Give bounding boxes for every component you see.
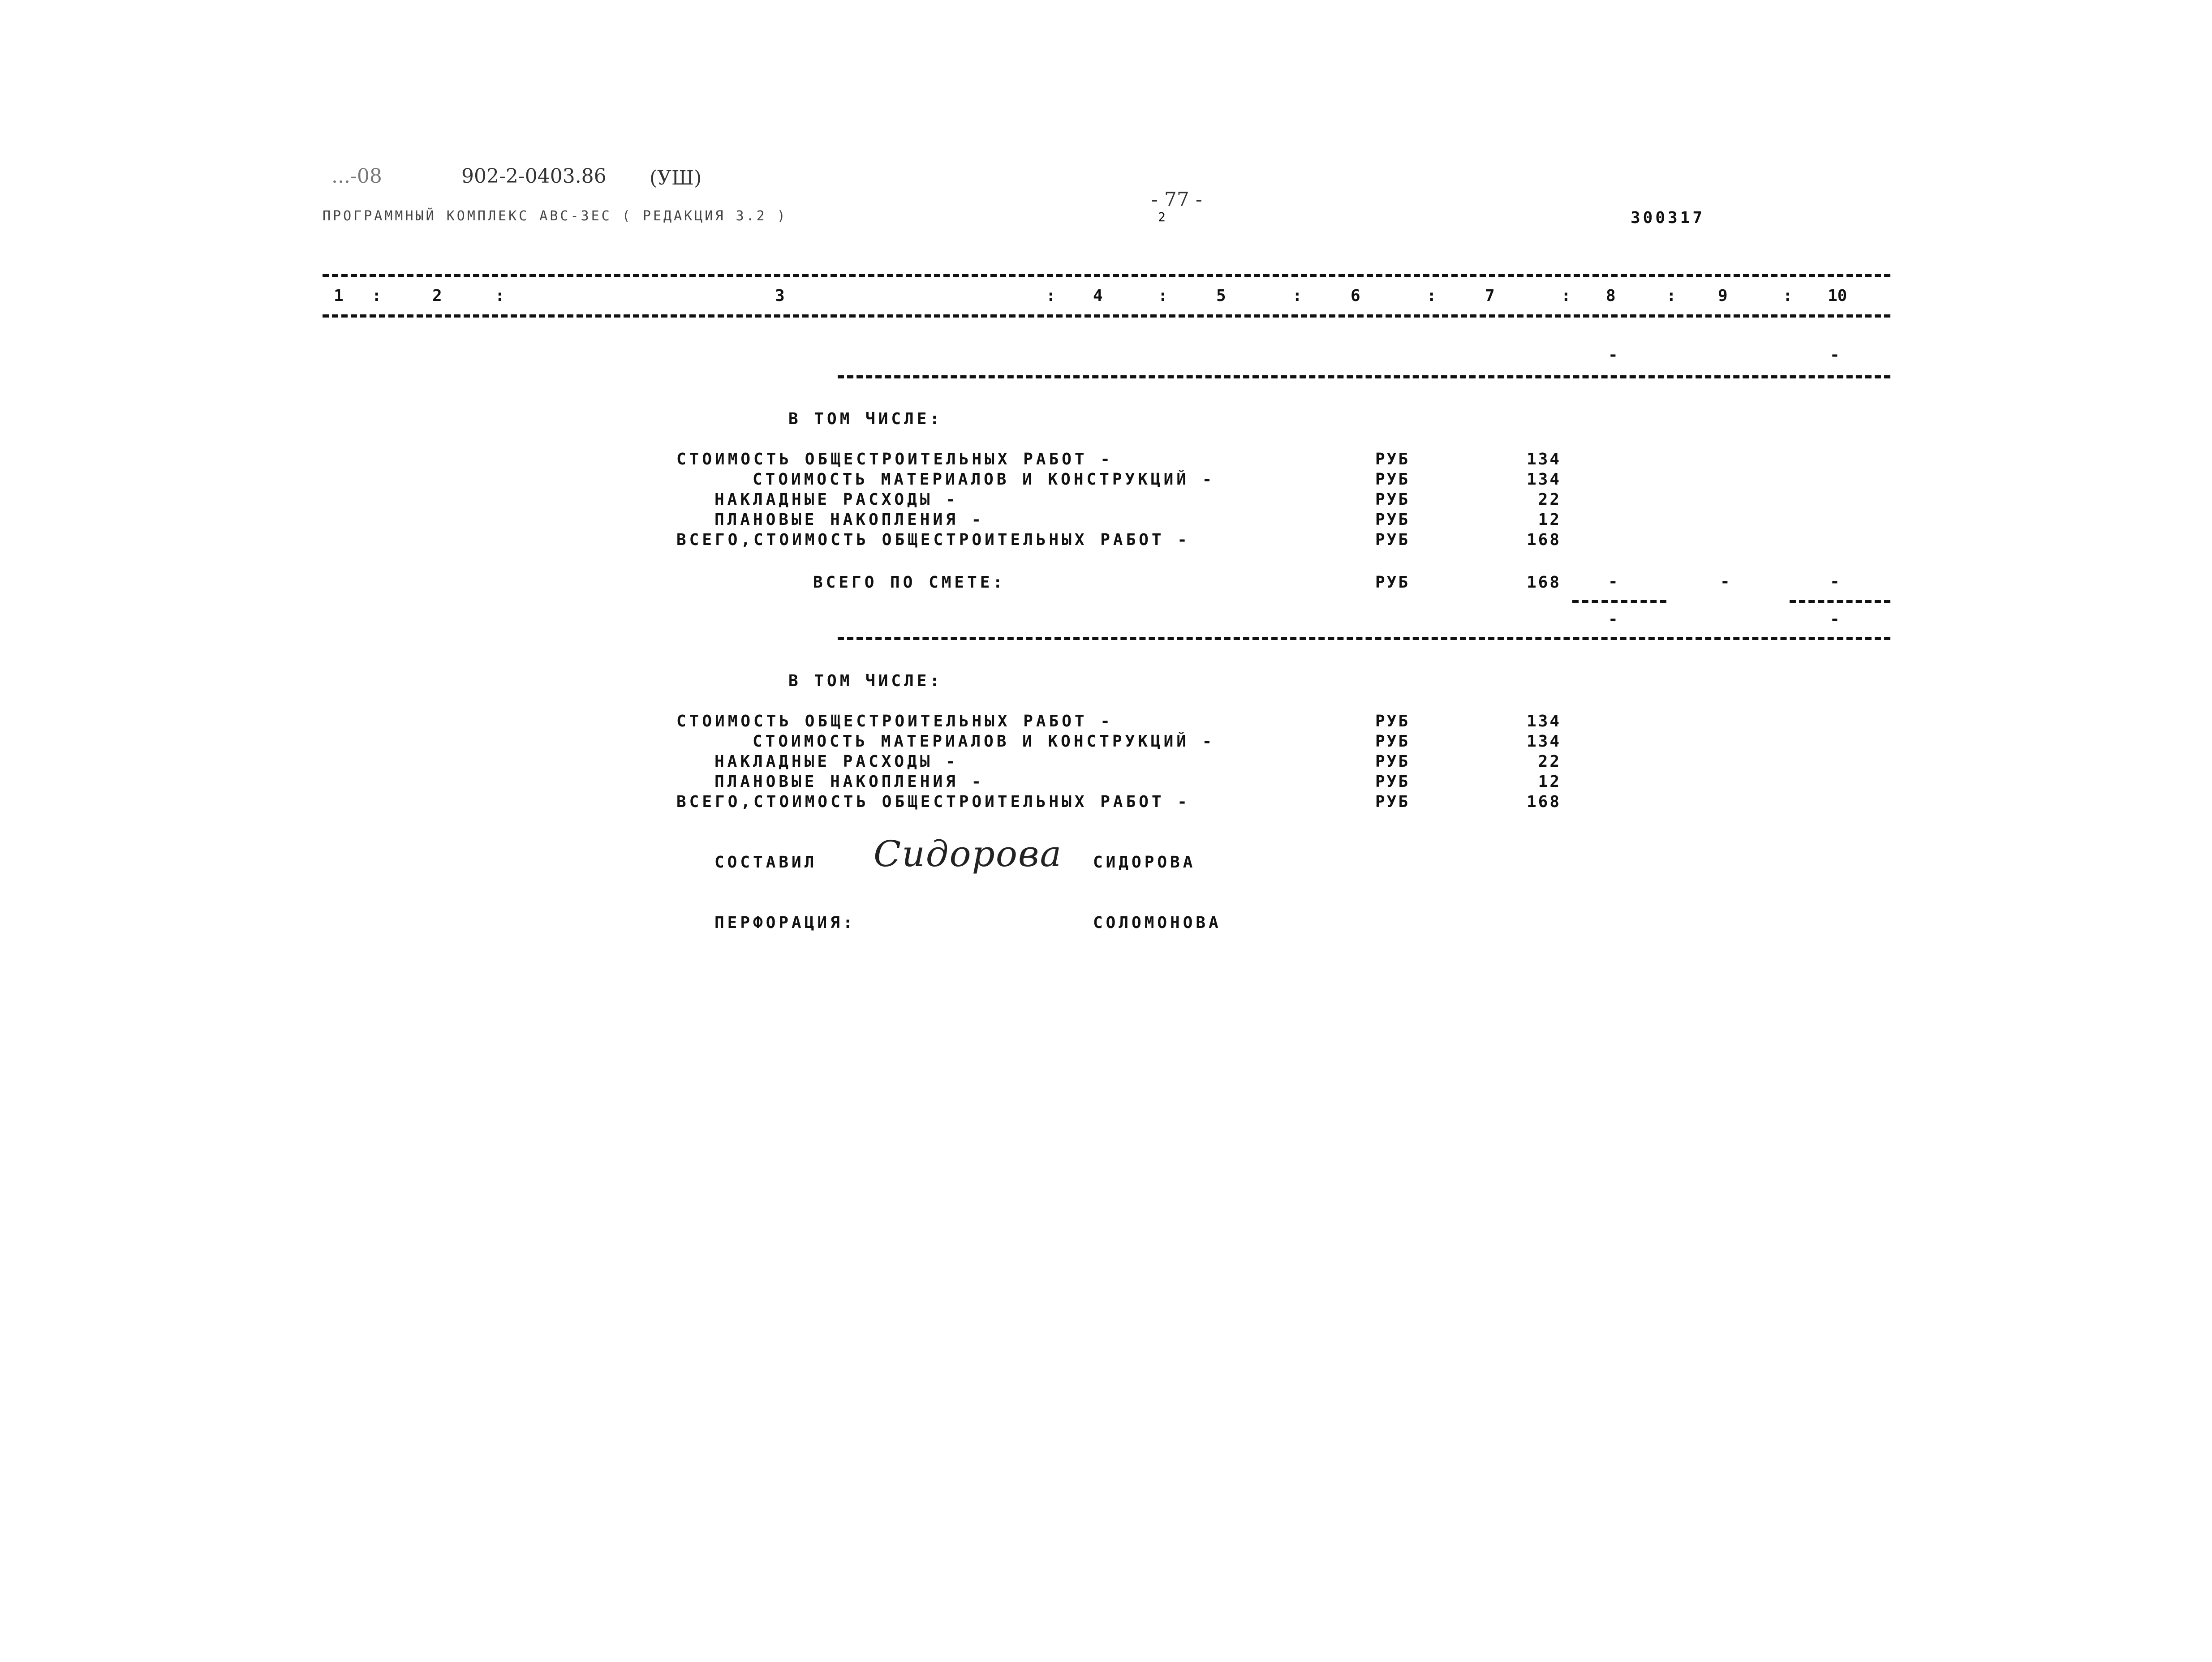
header-rule-top [323,274,1890,277]
col-4: 4 [1093,287,1103,305]
block2-row-value: 168 [1526,793,1561,811]
block2-row-value: 134 [1526,732,1561,751]
col-6: 6 [1351,287,1360,305]
doc-id: 300317 [1631,209,1705,227]
block1-row-label: НАКЛАДНЫЕ РАСХОДЫ - [714,490,959,509]
block2-row-value: 12 [1538,773,1561,791]
total-mark2-col8: - [1608,610,1618,628]
block1-row-unit: РУБ [1375,450,1410,468]
block2-row-unit: РУБ [1375,793,1410,811]
block1-row-label: ПЛАНОВЫЕ НАКОПЛЕНИЯ - [714,511,985,529]
block2-row-value: 22 [1538,752,1561,771]
perforation-label: ПЕРФОРАЦИЯ: [714,914,856,932]
col-sep: : [1046,287,1056,305]
block2-row-value: 134 [1526,712,1561,730]
mark-col8: - [1608,346,1618,364]
block1-rule [838,375,1890,378]
block2-row-unit: РУБ [1375,752,1410,771]
block1-row-value: 134 [1526,470,1561,489]
block1-row-label: ВСЕГО,СТОИМОСТЬ ОБЩЕСТРОИТЕЛЬНЫХ РАБОТ - [676,531,1190,549]
total-mark-col8: - [1608,572,1618,591]
block1-row-unit: РУБ [1375,490,1410,509]
block2-row-label: СТОИМОСТЬ МАТЕРИАЛОВ И КОНСТРУКЦИЙ - [753,732,1215,751]
block1-row-label: СТОИМОСТЬ ОБЩЕСТРОИТЕЛЬНЫХ РАБОТ - [676,450,1113,468]
total-unit: РУБ [1375,573,1410,592]
program-line: ПРОГРАММНЫЙ КОМПЛЕКС АВС-ЗЕС ( РЕДАКЦИЯ 3.2 ) [323,208,788,224]
block2-row-label: НАКЛАДНЫЕ РАСХОДЫ - [714,752,959,771]
block2-heading: В ТОМ ЧИСЛЕ: [788,672,943,690]
page-sub: 2 [1158,210,1166,224]
mark-col10: - [1830,346,1840,364]
total-value: 168 [1526,573,1561,592]
block1-row-unit: РУБ [1375,531,1410,549]
total-mark-col9: - [1720,572,1730,591]
block2-row-unit: РУБ [1375,712,1410,730]
total-subrule-col10 [1790,600,1890,603]
col-sep: : [1292,287,1302,305]
block1-row-value: 12 [1538,511,1561,529]
col-3: 3 [775,287,785,305]
block2-row-label: ВСЕГО,СТОИМОСТЬ ОБЩЕСТРОИТЕЛЬНЫХ РАБОТ - [676,793,1190,811]
col-sep: : [495,287,505,305]
col-7: 7 [1485,287,1495,305]
block2-row-label: СТОИМОСТЬ ОБЩЕСТРОИТЕЛЬНЫХ РАБОТ - [676,712,1113,730]
total-label: ВСЕГО ПО СМЕТЕ: [813,573,1006,592]
page-number: - 77 - [1151,188,1202,211]
block2-row-label: ПЛАНОВЫЕ НАКОПЛЕНИЯ - [714,773,985,791]
col-sep: : [1158,287,1168,305]
doc-suffix: (УШ) [650,167,702,189]
col-sep: : [1561,287,1571,305]
block1-row-unit: РУБ [1375,470,1410,489]
block2-row-unit: РУБ [1375,732,1410,751]
block1-row-value: 168 [1526,531,1561,549]
block1-row-value: 134 [1526,450,1561,468]
col-2: 2 [432,287,442,305]
block1-heading: В ТОМ ЧИСЛЕ: [788,410,943,428]
doc-prefix: ...-08 [331,165,382,188]
total-mark2-col10: - [1830,610,1840,628]
total-mark-col10: - [1830,572,1840,591]
col-1: 1 [334,287,344,305]
header-rule-bottom [323,314,1890,318]
doc-code: 902-2-0403.86 [461,165,607,188]
col-sep: : [1666,287,1676,305]
perforation-name: СОЛОМОНОВА [1093,914,1222,932]
col-8: 8 [1606,287,1616,305]
compiled-name: СИДОРОВА [1093,853,1196,872]
col-sep: : [1783,287,1793,305]
col-sep: : [372,287,382,305]
total-subrule-col8 [1572,600,1666,603]
block2-row-unit: РУБ [1375,773,1410,791]
col-10: 10 [1828,287,1847,305]
block1-row-unit: РУБ [1375,511,1410,529]
col-5: 5 [1216,287,1226,305]
block1-row-value: 22 [1538,490,1561,509]
col-9: 9 [1718,287,1728,305]
signature: Сидорова [874,833,1063,875]
col-sep: : [1427,287,1437,305]
compiled-label: СОСТАВИЛ [714,853,818,872]
block1-row-label: СТОИМОСТЬ МАТЕРИАЛОВ И КОНСТРУКЦИЙ - [753,470,1215,489]
block2-rule [838,637,1890,640]
